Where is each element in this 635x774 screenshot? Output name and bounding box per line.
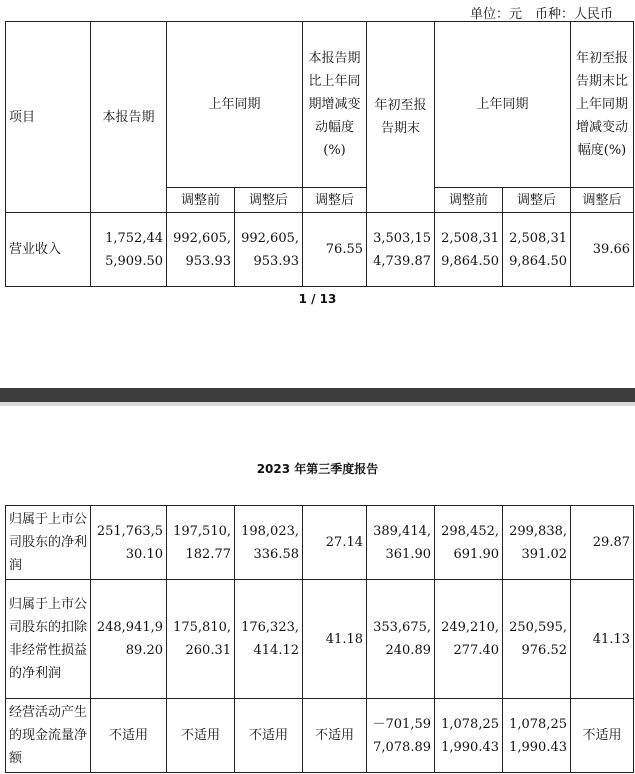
header-before-adjust-2: 调整前	[435, 188, 503, 213]
cell-ytd-change: 29.87	[571, 506, 634, 580]
cell-ytd-after: 1,078,251,990.43	[503, 699, 571, 773]
cell-ytd-before: 1,078,251,990.43	[435, 699, 503, 773]
row-label: 营业收入	[6, 213, 91, 287]
cell-ytd-before: 2,508,319,864.50	[435, 213, 503, 287]
table-row	[6, 580, 634, 699]
page-separator	[0, 388, 635, 402]
header-after-adjust: 调整后	[235, 188, 303, 213]
row-label: 经营活动产生的现金流量净额	[6, 699, 91, 773]
cell-change: 27.14	[303, 506, 367, 580]
cell-prev-after: 176,323,414.12	[235, 580, 303, 699]
cell-ytd: 3,503,154,739.87	[367, 213, 435, 287]
table-row	[6, 213, 634, 287]
header-before-adjust: 调整前	[167, 188, 235, 213]
cell-current: 251,763,530.10	[91, 506, 167, 580]
page-separator-shadow	[0, 402, 635, 406]
cell-prev-before: 不适用	[167, 699, 235, 773]
table-row	[6, 699, 634, 773]
header-after-adjust-change: 调整后	[303, 188, 367, 213]
cell-ytd-after: 299,838,391.02	[503, 506, 571, 580]
unit-line: 单位：元 币种：人民币	[469, 7, 613, 22]
cell-ytd: 353,675,240.89	[367, 580, 435, 699]
cell-prev-after: 992,605,953.93	[235, 213, 303, 287]
table-row	[6, 506, 634, 580]
row-label: 归属于上市公司股东的扣除非经常性损益的净利润	[6, 580, 91, 699]
cell-prev-after: 不适用	[235, 699, 303, 773]
cell-current: 1,752,445,909.50	[91, 213, 167, 287]
cell-ytd-change: 41.13	[571, 580, 634, 699]
cell-current: 不适用	[91, 699, 167, 773]
cell-ytd-before: 298,452,691.90	[435, 506, 503, 580]
row-label: 归属于上市公司股东的净利润	[6, 506, 91, 580]
cell-prev-after: 198,023,336.58	[235, 506, 303, 580]
cell-ytd-after: 250,595,976.52	[503, 580, 571, 699]
cell-ytd-after: 2,508,319,864.50	[503, 213, 571, 287]
cell-change: 不适用	[303, 699, 367, 773]
cell-ytd: 389,414,361.90	[367, 506, 435, 580]
page-number: 1 / 13	[298, 292, 337, 306]
financial-table-part1	[5, 21, 634, 287]
header-change-ytd: 年初至报告期末比上年同期增减变动幅度(%)	[571, 22, 634, 188]
header-item: 项目	[6, 22, 91, 213]
header-prev-period-2: 上年同期	[435, 22, 571, 188]
cell-prev-before: 197,510,182.77	[167, 506, 235, 580]
header-ytd: 年初至报告期末	[367, 22, 435, 213]
header-change-current: 本报告期比上年同期增减变动幅度(%)	[303, 22, 367, 188]
cell-ytd: －701,597,078.89	[367, 699, 435, 773]
header-after-adjust-2: 调整后	[503, 188, 571, 213]
cell-ytd-change: 39.66	[571, 213, 634, 287]
cell-ytd-before: 249,210,277.40	[435, 580, 503, 699]
cell-prev-before: 175,810,260.31	[167, 580, 235, 699]
cell-current: 248,941,989.20	[91, 580, 167, 699]
cell-change: 76.55	[303, 213, 367, 287]
header-current: 本报告期	[91, 22, 167, 213]
cell-ytd-change: 不适用	[571, 699, 634, 773]
header-after-adjust-change-2: 调整后	[571, 188, 634, 213]
cell-change: 41.18	[303, 580, 367, 699]
report-title: 2023 年第三季度报告	[256, 462, 379, 476]
header-prev-period: 上年同期	[167, 22, 303, 188]
financial-table-part2	[5, 505, 634, 773]
cell-prev-before: 992,605,953.93	[167, 213, 235, 287]
